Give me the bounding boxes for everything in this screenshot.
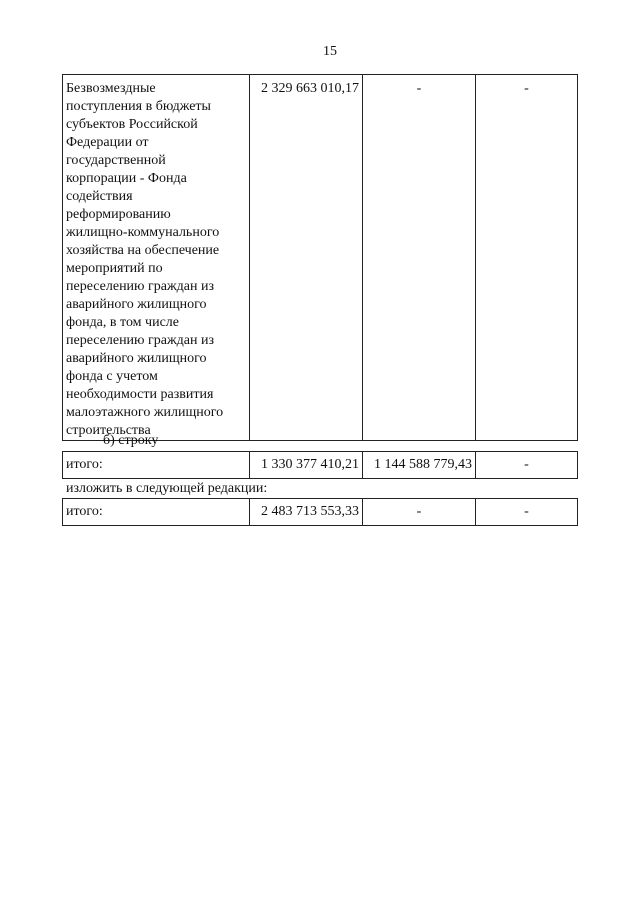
itogo-new-label: итого: [63,499,250,526]
itogo-old-label: итого: [63,452,250,479]
itogo-new-value-3: - [476,499,578,526]
page-number: 15 [323,44,337,59]
table-row [63,75,578,441]
note-new-edition: изложить в следующей редакции: [66,481,268,496]
row-description-cell [63,75,250,441]
itogo-old-value-2: 1 144 588 779,43 [363,452,476,479]
itogo-old-value-1: 1 330 377 410,21 [250,452,363,479]
itogo-old-value-3: - [476,452,578,479]
row-value-3: - [524,81,529,96]
itogo-new-value-1: 2 483 713 553,33 [250,499,363,526]
itogo-new-value-2: - [363,499,476,526]
itogo-new-table [62,498,578,526]
row-description: Безвозмездные поступления в бюджеты субъектов Российской Федерации от государственной корпорации - Фонда содействия реформированию жилищно-коммунального хозяйства на обеспечение мероприятий по переселению граждан из аварийного жилищного фонда, в том числе переселению граждан из аварийного жилищного фонда с учетом необходимости развития малоэтажного жилищного строительства [66,81,224,438]
main-table [62,74,578,441]
value-cell-1 [250,75,363,441]
table-row [63,499,578,526]
table-row [63,452,578,479]
value-cell-2 [363,75,476,441]
row-value-2: - [416,81,422,96]
row-value-1: 2 329 663 010,17 [261,81,359,96]
itogo-old-table [62,451,578,479]
note-row-reference: б) строку [103,433,159,448]
value-cell-3 [476,75,578,441]
